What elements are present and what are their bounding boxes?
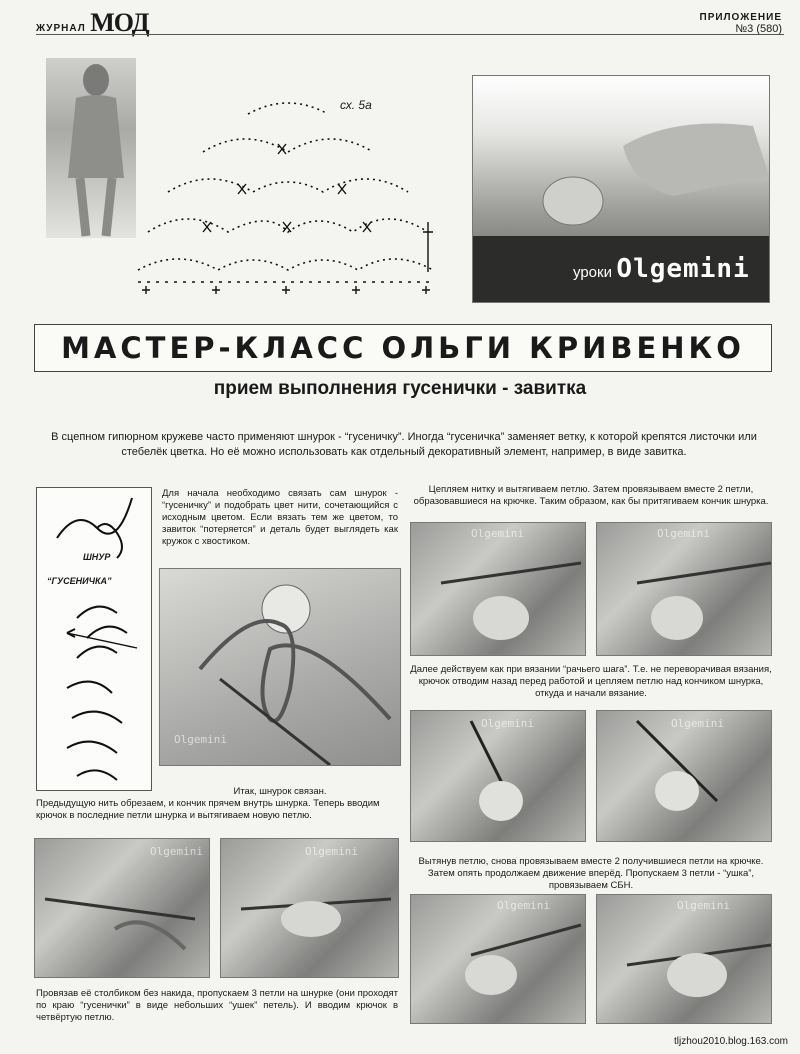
photo-hook-cord-1-watermark: Olgemini	[150, 845, 203, 858]
stitch-sketch	[36, 487, 152, 791]
intro-text: В сцепном гипюрном кружеве часто применяют шнурок - “гусеничку”. Иногда “гусеничка” заменяет ветку, к которой крепятся листочки или стебелёк цветка. Но её можно использовать как отдельный декоративный элемент, например, в виде завитка.	[51, 431, 757, 458]
pull-loop-2-svg	[597, 523, 771, 655]
hook-cord-1-svg	[35, 839, 209, 977]
magazine-prefix: ЖУРНАЛ	[36, 23, 86, 34]
hook-cord-2-svg	[221, 839, 398, 977]
model-silhouette	[46, 58, 136, 238]
issue-info	[700, 12, 783, 35]
step3-text: Провязав её столбиком без накида, пропускаем 3 петли на шнурке (они проходят по краю “гусенички” в виде небольших “ушек” петель). И вводим крючок в четвёртую петлю.	[36, 988, 398, 1023]
step1-text: Для начала необходимо связать сам шнурок - “гусеничку” и подобрать цвет нити, сочетающийся с исходным цветом. Если вязать тем же цветом, то завиток “потеряется” и деталь будет выглядеть как кружок с хвостиком.	[162, 488, 398, 547]
step4-text: Цепляем нитку и вытягиваем петлю. Затем провязываем вместе 2 петли, образовавшиеся на крючке. Таким образом, как бы притягиваем кончик шнурка.	[413, 484, 769, 507]
photo-hook-cord-1	[34, 838, 210, 978]
photo-hook-cord-2-watermark: Olgemini	[305, 845, 358, 858]
continue-1-svg	[411, 895, 585, 1023]
magazine-name: МОД	[90, 8, 149, 37]
photo-continue-1-watermark: Olgemini	[497, 899, 550, 912]
continue-2-svg	[597, 895, 771, 1023]
crochet-diagram	[128, 92, 446, 302]
step6-text: Вытянув петлю, снова провязываем вместе 2 получившиеся петли на крючке. Затем опять продолжаем движение вперёд. Пропускаем 3 петли - “ушка”, провязываем СБН.	[418, 856, 764, 891]
photo-pull-loop-2	[596, 522, 772, 656]
banner-photo	[472, 75, 770, 303]
sketch-label-cord: ШНУР	[83, 552, 111, 562]
photo-pull-loop-2-watermark: Olgemini	[657, 527, 710, 540]
sketch-label-caterpillar: “ГУСЕНИЧКА”	[47, 576, 112, 586]
photo-reverse-2	[596, 710, 772, 842]
photo-continue-2-watermark: Olgemini	[677, 899, 730, 912]
photo-reverse-1-watermark: Olgemini	[481, 717, 534, 730]
page-title: МАСТЕР-КЛАСС ОЛЬГИ КРИВЕНКО	[61, 331, 745, 365]
title-box	[34, 324, 772, 372]
supplement-label: ПРИЛОЖЕНИЕ	[699, 12, 782, 23]
brand-name: Olgemini	[616, 254, 750, 284]
diagram-label: сх. 5а	[340, 98, 372, 112]
photo-reverse-1	[410, 710, 586, 842]
lessons-label: уроки	[573, 264, 612, 281]
photo-continue-1	[410, 894, 586, 1024]
step2-text: Предыдущую нить обрезаем, и кончик прячем внутрь шнурка. Теперь вводим крючок в последние петли шнурка и вытягиваем новую петлю.	[36, 798, 380, 821]
photo-pull-loop-1	[410, 522, 586, 656]
photo-pull-loop-1-watermark: Olgemini	[471, 527, 524, 540]
step5-text: Далее действуем как при вязании “рачьего шага”. Т.е. не переворачивая вязания, крючок отводим назад перед работой и цепляем петлю над кончиком шнурка, откуда и начали вязание.	[410, 664, 772, 699]
subtitle: прием выполнения гусенички - завитка	[213, 378, 587, 399]
photo-continue-2	[596, 894, 772, 1024]
stitch-sketch-svg	[37, 488, 151, 790]
photo-hook-cord-2	[220, 838, 399, 978]
crochet-chart-svg	[128, 92, 446, 302]
issue-number: №3 (580)	[735, 23, 782, 35]
step2-title: Итак, шнурок связан.	[233, 786, 327, 797]
reverse-1-svg	[411, 711, 585, 841]
pull-loop-1-svg	[411, 523, 585, 655]
model-photo	[46, 58, 136, 238]
header-rule	[36, 34, 784, 35]
banner-caption	[573, 254, 750, 284]
cord-photo-watermark: Olgemini	[174, 733, 227, 746]
photo-reverse-2-watermark: Olgemini	[671, 717, 724, 730]
reverse-2-svg	[597, 711, 771, 841]
footer-url: tljzhou2010.blog.163.com	[674, 1036, 788, 1047]
cord-photo	[159, 568, 401, 766]
